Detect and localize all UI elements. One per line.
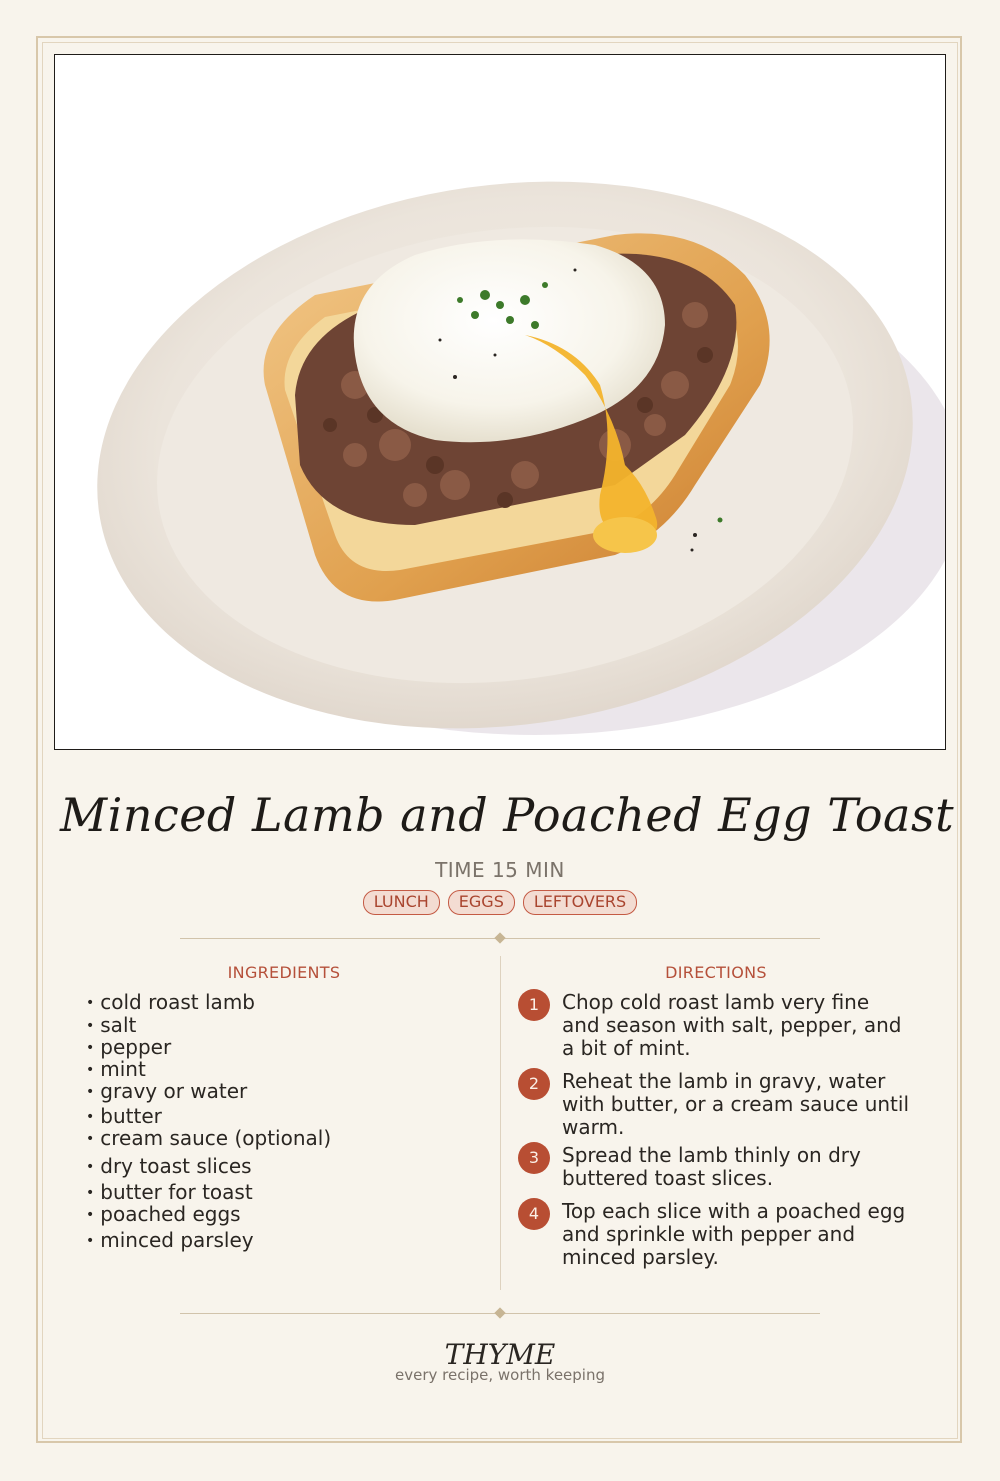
step-text: Reheat the lamb in gravy, water with butter, or a cream sauce until warm.: [562, 1069, 910, 1139]
tag-lunch[interactable]: LUNCH: [363, 890, 440, 915]
step-number-badge: 3: [518, 1142, 550, 1174]
step-number-badge: 4: [518, 1198, 550, 1230]
recipe-title: Minced Lamb and Poached Egg Toast: [60, 788, 955, 842]
ingredient-item: • butter: [86, 1104, 162, 1128]
ingredient-item: • gravy or water: [86, 1079, 248, 1103]
ingredient-item: • mint: [86, 1057, 146, 1081]
ingredient-item: • minced parsley: [86, 1228, 254, 1252]
step-text: Top each slice with a poached egg and sprinkle with pepper and minced parsley.: [562, 1199, 906, 1269]
step-text: Spread the lamb thinly on dry buttered toast slices.: [562, 1143, 861, 1190]
step-number-badge: 2: [518, 1068, 550, 1100]
ingredient-item: • dry toast slices: [86, 1154, 252, 1178]
directions-heading: DIRECTIONS: [665, 963, 767, 982]
tag-list: [0, 890, 1000, 915]
cook-time: TIME 15 MIN: [435, 858, 565, 882]
ingredient-item: • pepper: [86, 1035, 172, 1059]
ingredient-item: • poached eggs: [86, 1202, 241, 1226]
brand-tagline: every recipe, worth keeping: [394, 1366, 605, 1384]
column-rule: [500, 956, 501, 1290]
step-text: Chop cold roast lamb very fine and season with salt, pepper, and a bit of mint.: [562, 990, 902, 1060]
brand-logo: THYME: [444, 1338, 556, 1371]
ingredient-item: • cold roast lamb: [86, 990, 255, 1014]
ingredient-item: • salt: [86, 1013, 137, 1037]
ingredient-item: • cream sauce (optional): [86, 1126, 332, 1150]
tag-eggs[interactable]: EGGS: [448, 890, 515, 915]
tag-leftovers[interactable]: LEFTOVERS: [523, 890, 637, 915]
step-number-badge: 1: [518, 989, 550, 1021]
dish-illustration: [54, 54, 946, 750]
ingredient-item: • butter for toast: [86, 1180, 253, 1204]
ingredients-heading: INGREDIENTS: [227, 963, 341, 982]
